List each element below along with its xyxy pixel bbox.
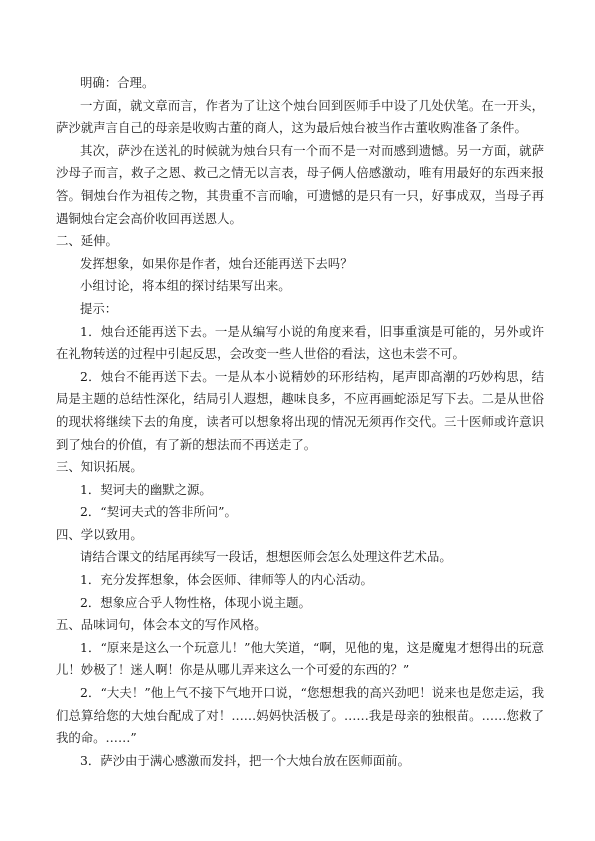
list-item: 3．萨沙由于满心感激而发抖，把一个大烛台放在医师面前。 bbox=[80, 752, 411, 768]
list-item: 1．契诃夫的幽默之源。 bbox=[80, 481, 212, 497]
list-item: 1．烛台还能再送下去。一是从编写小说的角度来看，旧事重演是可能的，另外或许在礼物转送的过程中引起反思，会改变一些人世俗的看法，这也未尝不可。 bbox=[56, 323, 544, 362]
body-paragraph: 小组讨论，将本组的探讨结果写出来。 bbox=[80, 278, 291, 294]
answer-line: 明确：合理。 bbox=[80, 75, 155, 90]
list-item: 1．“原来是这么一个玩意儿！”他大笑道，“啊，见他的鬼，这是魔鬼才想得出的玩意儿！妙极了！迷人啊！你是从哪儿弄来这么一个可爱的东西的？” bbox=[56, 639, 544, 678]
list-item: 2．想象应合乎人物性格，体现小说主题。 bbox=[80, 594, 311, 610]
hint-label: 提示： bbox=[80, 300, 118, 316]
body-paragraph: 一方面，就文章而言，作者为了让这个烛台回到医师手中设了几处伏笔。在一开头，萨沙就声言自己的母亲是收购古董的商人，这为最后烛台被当作古董收购准备了条件。 bbox=[56, 97, 544, 136]
list-item: 2．“契诃夫式的答非所问”。 bbox=[80, 504, 237, 520]
section-heading: 五、品味词句，体会本文的写作风格。 bbox=[56, 617, 267, 633]
section-heading: 二、延伸。 bbox=[56, 233, 118, 249]
body-paragraph: 请结合课文的结尾再续写一段话，想想医师会怎么处理这件艺术品。 bbox=[80, 549, 452, 565]
list-item: 2．“大夫！”他上气不接下气地开口说，“您想想我的高兴劲吧！说来也是您走运，我们总算给您的大烛台配成了对！……妈妈快活极了。……我是母亲的独根苗。……您救了我的命。……” bbox=[56, 685, 544, 746]
list-item: 2．烛台不能再送下去。一是从本小说精妙的环形结构，尾声即高潮的巧妙构思，结局是主题的总结性深化，结局引人遐想，趣味良多，不应再画蛇添足写下去。二是从世俗的现状将继续下去的角度，读者可以想象将出现的情况无须再作交代。三十医师或许意识到了烛台的价值，有了新的想法而不再送走了。 bbox=[56, 368, 544, 452]
section-heading: 三、知识拓展。 bbox=[56, 459, 143, 475]
section-heading: 四、学以致用。 bbox=[56, 526, 143, 542]
body-paragraph: 发挥想象，如果你是作者，烛台还能再送下去吗？ bbox=[80, 255, 353, 271]
list-item: 1．充分发挥想象，体会医师、律师等人的内心活动。 bbox=[80, 572, 373, 588]
document-body bbox=[56, 72, 544, 772]
body-paragraph: 其次，萨沙在送礼的时候就为烛台只有一个而不是一对而感到遗憾。另一方面，就萨沙母子而言，救子之恩、救己之情无以言表，母子俩人倍感激动，唯有用最好的东西来报答。铜烛台作为祖传之物，其贵重不言而喻，可遗憾的是只有一只，好事成双，当母子再遇铜烛台定会高价收回再送恩人。 bbox=[56, 142, 544, 226]
